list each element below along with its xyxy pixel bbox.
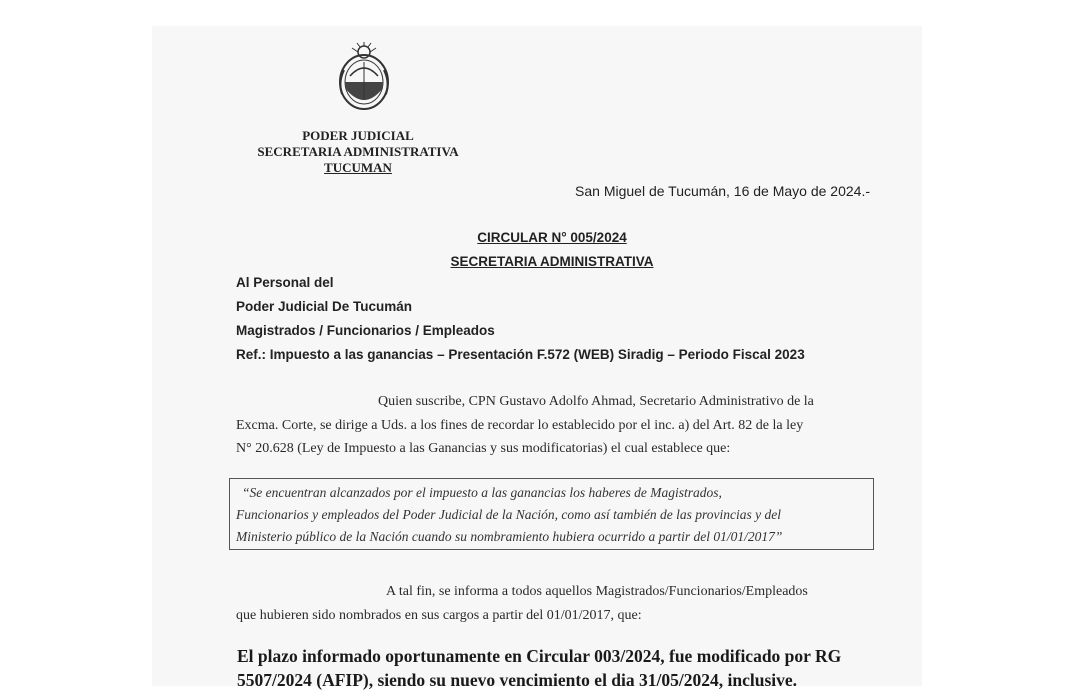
intro-line-3: N° 20.628 (Ley de Impuesto a las Ganancias y sus modificatorias) el cual establece que: [236, 441, 731, 456]
notice-line-2: 5507/2024 (AFIP), siendo su nuevo vencimiento el dia 31/05/2024, inclusive. [237, 670, 798, 690]
addressee-line-1: Al Personal del [236, 275, 334, 290]
org-name: PODER JUDICIAL [302, 128, 414, 143]
reference-line: Ref.: Impuesto a las ganancias – Presentación F.572 (WEB) Siradig – Periodo Fiscal 2023 [236, 347, 805, 362]
notice-line-1: El plazo informado oportunamente en Circular 003/2024, fue modificado por RG [237, 646, 842, 666]
quote-line-3: Ministerio público de la Nación cuando su nombramiento hubiera ocurrido a partir del 01/01/2017” [236, 529, 783, 544]
intro-paragraph [236, 390, 868, 461]
department-title: SECRETARIA ADMINISTRATIVA [450, 254, 654, 269]
org-location: TUCUMAN [324, 160, 392, 175]
addressee-line-3: Magistrados / Funcionarios / Empleados [236, 323, 495, 338]
info-line-2: que hubieren sido nombrados en sus cargos a partir del 01/01/2017, que: [236, 607, 642, 623]
circular-title: CIRCULAR N° 005/2024 [477, 230, 627, 245]
quote-text [236, 482, 868, 548]
info-line-1: A tal fin, se informa a todos aquellos Magistrados/Funcionarios/Empleados [386, 584, 808, 599]
intro-line-1: Quien suscribe, CPN Gustavo Adolfo Ahmad, Secretario Administrativo de la [378, 394, 814, 409]
organization-header [240, 128, 476, 176]
deadline-notice [237, 644, 869, 692]
info-paragraph [236, 580, 868, 627]
intro-line-2: Excma. Corte, se dirige a Uds. a los fines de recordar lo establecido por el inc. a) del Art. 82 de la ley [236, 417, 804, 433]
org-department: SECRETARIA ADMINISTRATIVA [257, 144, 459, 159]
quote-line-2: Funcionarios y empleados del Poder Judicial de la Nación, como así también de las provincias y del [236, 507, 782, 522]
coat-of-arms-icon [334, 42, 394, 116]
addressee-line-2: Poder Judicial De Tucumán [236, 299, 413, 314]
quote-line-1: “Se encuentran alcanzados por el impuesto a las ganancias los haberes de Magistrados, [242, 485, 722, 500]
document-date: San Miguel de Tucumán, 16 de Mayo de 2024.- [575, 183, 870, 199]
